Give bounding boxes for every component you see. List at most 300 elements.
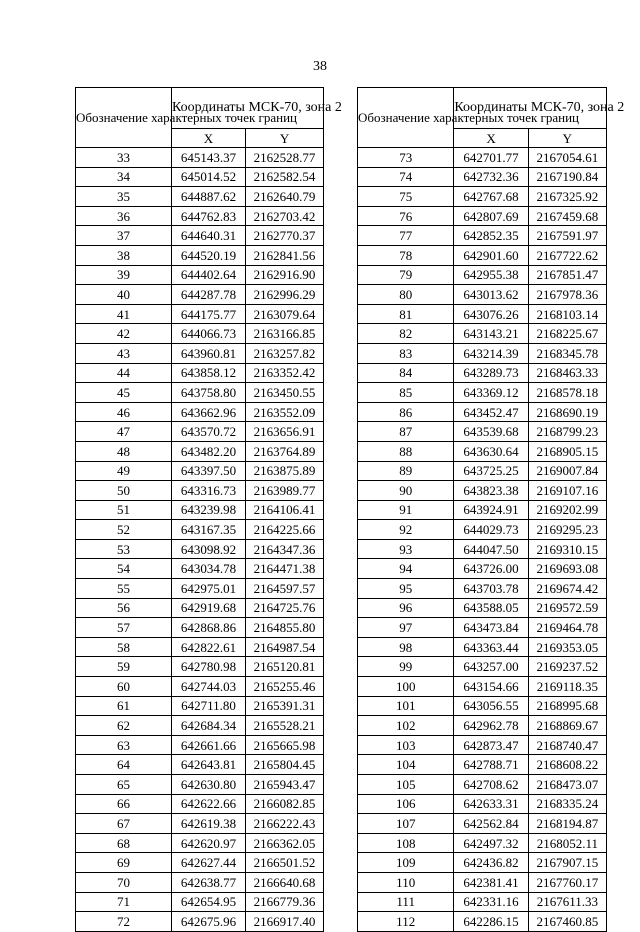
coord-x: 644175.77 bbox=[172, 304, 246, 324]
point-number: 108 bbox=[358, 833, 454, 853]
table-row bbox=[76, 912, 324, 932]
coord-y: 2168335.24 bbox=[528, 794, 606, 814]
coord-x: 644520.19 bbox=[172, 245, 246, 265]
coord-x: 643758.80 bbox=[172, 383, 246, 403]
point-number: 52 bbox=[76, 520, 172, 540]
coord-y: 2167054.61 bbox=[528, 148, 606, 168]
table-row bbox=[358, 481, 607, 501]
coord-x: 644887.62 bbox=[172, 187, 246, 207]
table-row bbox=[358, 677, 607, 697]
coord-x: 643924.91 bbox=[454, 500, 528, 520]
point-number: 51 bbox=[76, 500, 172, 520]
coord-y: 2168905.15 bbox=[528, 441, 606, 461]
coord-y: 2164855.80 bbox=[246, 618, 324, 638]
coord-y: 2167460.85 bbox=[528, 912, 606, 932]
coord-x: 642562.84 bbox=[454, 814, 528, 834]
coord-x: 642286.15 bbox=[454, 912, 528, 932]
coord-y: 2168103.14 bbox=[528, 304, 606, 324]
coord-x: 642744.03 bbox=[172, 677, 246, 697]
coord-y: 2168052.11 bbox=[528, 833, 606, 853]
coord-y: 2163764.89 bbox=[246, 441, 324, 461]
table-row bbox=[358, 559, 607, 579]
coord-y: 2165391.31 bbox=[246, 696, 324, 716]
table-row bbox=[358, 598, 607, 618]
header-point-label: Обозначение характерных точек границ bbox=[358, 88, 454, 148]
table-row bbox=[76, 598, 324, 618]
point-number: 83 bbox=[358, 343, 454, 363]
coord-y: 2167978.36 bbox=[528, 285, 606, 305]
coord-x: 643858.12 bbox=[172, 363, 246, 383]
coord-x: 642807.69 bbox=[454, 206, 528, 226]
table-body-right bbox=[358, 148, 607, 932]
point-number: 42 bbox=[76, 324, 172, 344]
coord-x: 643570.72 bbox=[172, 422, 246, 442]
table-row bbox=[358, 167, 607, 187]
coord-y: 2165255.46 bbox=[246, 677, 324, 697]
point-number: 65 bbox=[76, 775, 172, 795]
coord-x: 643257.00 bbox=[454, 657, 528, 677]
coord-x: 644066.73 bbox=[172, 324, 246, 344]
coord-y: 2163656.91 bbox=[246, 422, 324, 442]
header-point-label: Обозначение характерных точек границ bbox=[76, 88, 172, 148]
coord-y: 2163552.09 bbox=[246, 402, 324, 422]
table-row bbox=[358, 657, 607, 677]
coord-y: 2163166.85 bbox=[246, 324, 324, 344]
point-number: 45 bbox=[76, 383, 172, 403]
point-number: 50 bbox=[76, 481, 172, 501]
coord-x: 645014.52 bbox=[172, 167, 246, 187]
coord-x: 642962.78 bbox=[454, 716, 528, 736]
coord-y: 2164225.66 bbox=[246, 520, 324, 540]
table-row bbox=[76, 539, 324, 559]
coord-y: 2167722.62 bbox=[528, 245, 606, 265]
coord-y: 2167760.17 bbox=[528, 872, 606, 892]
point-number: 41 bbox=[76, 304, 172, 324]
coord-x: 642633.31 bbox=[454, 794, 528, 814]
coord-x: 642381.41 bbox=[454, 872, 528, 892]
coord-x: 645143.37 bbox=[172, 148, 246, 168]
coord-x: 642627.44 bbox=[172, 853, 246, 873]
table-row bbox=[358, 755, 607, 775]
point-number: 91 bbox=[358, 500, 454, 520]
coord-x: 643316.73 bbox=[172, 481, 246, 501]
table-row bbox=[358, 265, 607, 285]
coord-y: 2167325.92 bbox=[528, 187, 606, 207]
table-body-left bbox=[76, 148, 324, 932]
table-row bbox=[76, 794, 324, 814]
point-number: 106 bbox=[358, 794, 454, 814]
table-row bbox=[358, 402, 607, 422]
point-number: 72 bbox=[76, 912, 172, 932]
point-number: 35 bbox=[76, 187, 172, 207]
table-row bbox=[76, 245, 324, 265]
point-number: 104 bbox=[358, 755, 454, 775]
coord-y: 2169674.42 bbox=[528, 579, 606, 599]
table-row bbox=[76, 696, 324, 716]
table-row bbox=[358, 618, 607, 638]
coord-x: 644029.73 bbox=[454, 520, 528, 540]
point-number: 62 bbox=[76, 716, 172, 736]
coord-y: 2168869.67 bbox=[528, 716, 606, 736]
table-row bbox=[76, 559, 324, 579]
point-number: 93 bbox=[358, 539, 454, 559]
coord-y: 2168799.23 bbox=[528, 422, 606, 442]
table-row bbox=[76, 716, 324, 736]
table-row bbox=[76, 579, 324, 599]
coord-x: 642711.80 bbox=[172, 696, 246, 716]
coord-x: 642767.68 bbox=[454, 187, 528, 207]
table-row bbox=[76, 853, 324, 873]
coord-x: 642643.81 bbox=[172, 755, 246, 775]
point-number: 44 bbox=[76, 363, 172, 383]
point-number: 84 bbox=[358, 363, 454, 383]
coord-x: 642619.38 bbox=[172, 814, 246, 834]
point-number: 86 bbox=[358, 402, 454, 422]
table-row bbox=[76, 167, 324, 187]
coord-y: 2168473.07 bbox=[528, 775, 606, 795]
point-number: 75 bbox=[358, 187, 454, 207]
point-number: 67 bbox=[76, 814, 172, 834]
coord-x: 642638.77 bbox=[172, 872, 246, 892]
point-number: 47 bbox=[76, 422, 172, 442]
point-number: 95 bbox=[358, 579, 454, 599]
table-row bbox=[76, 618, 324, 638]
coord-y: 2162916.90 bbox=[246, 265, 324, 285]
point-number: 105 bbox=[358, 775, 454, 795]
coord-y: 2169007.84 bbox=[528, 461, 606, 481]
coord-y: 2162841.56 bbox=[246, 245, 324, 265]
point-number: 60 bbox=[76, 677, 172, 697]
coord-y: 2164106.41 bbox=[246, 500, 324, 520]
point-number: 71 bbox=[76, 892, 172, 912]
point-number: 58 bbox=[76, 637, 172, 657]
coord-y: 2169464.78 bbox=[528, 618, 606, 638]
coord-x: 643726.00 bbox=[454, 559, 528, 579]
table-row bbox=[76, 637, 324, 657]
coord-x: 642630.80 bbox=[172, 775, 246, 795]
coord-x: 642436.82 bbox=[454, 853, 528, 873]
point-number: 79 bbox=[358, 265, 454, 285]
table-row bbox=[358, 794, 607, 814]
table-row bbox=[76, 500, 324, 520]
coord-y: 2163450.55 bbox=[246, 383, 324, 403]
coord-y: 2166501.52 bbox=[246, 853, 324, 873]
coord-x: 643662.96 bbox=[172, 402, 246, 422]
coord-x: 642701.77 bbox=[454, 148, 528, 168]
table-row bbox=[358, 383, 607, 403]
point-number: 107 bbox=[358, 814, 454, 834]
coord-x: 643143.21 bbox=[454, 324, 528, 344]
point-number: 80 bbox=[358, 285, 454, 305]
coord-y: 2164471.38 bbox=[246, 559, 324, 579]
coord-x: 644402.64 bbox=[172, 265, 246, 285]
table-row bbox=[358, 461, 607, 481]
coord-x: 643960.81 bbox=[172, 343, 246, 363]
point-number: 73 bbox=[358, 148, 454, 168]
point-number: 36 bbox=[76, 206, 172, 226]
table-row bbox=[358, 363, 607, 383]
table-row bbox=[76, 892, 324, 912]
coord-y: 2164347.36 bbox=[246, 539, 324, 559]
coord-x: 642919.68 bbox=[172, 598, 246, 618]
coord-y: 2163875.89 bbox=[246, 461, 324, 481]
table-row bbox=[358, 696, 607, 716]
point-number: 98 bbox=[358, 637, 454, 657]
coord-y: 2167459.68 bbox=[528, 206, 606, 226]
table-row bbox=[358, 735, 607, 755]
point-number: 85 bbox=[358, 383, 454, 403]
coord-x: 643098.92 bbox=[172, 539, 246, 559]
point-number: 54 bbox=[76, 559, 172, 579]
table-row bbox=[76, 402, 324, 422]
point-number: 89 bbox=[358, 461, 454, 481]
coord-y: 2164987.54 bbox=[246, 637, 324, 657]
table-row bbox=[76, 872, 324, 892]
table-row bbox=[358, 324, 607, 344]
coord-y: 2169353.05 bbox=[528, 637, 606, 657]
point-number: 68 bbox=[76, 833, 172, 853]
point-number: 55 bbox=[76, 579, 172, 599]
coord-y: 2162582.54 bbox=[246, 167, 324, 187]
point-number: 112 bbox=[358, 912, 454, 932]
coord-y: 2166082.85 bbox=[246, 794, 324, 814]
point-number: 100 bbox=[358, 677, 454, 697]
point-number: 81 bbox=[358, 304, 454, 324]
coord-y: 2165120.81 bbox=[246, 657, 324, 677]
coord-y: 2169237.52 bbox=[528, 657, 606, 677]
point-number: 37 bbox=[76, 226, 172, 246]
coord-y: 2169693.08 bbox=[528, 559, 606, 579]
table-row bbox=[76, 187, 324, 207]
point-number: 111 bbox=[358, 892, 454, 912]
coord-x: 643167.35 bbox=[172, 520, 246, 540]
table-row bbox=[76, 677, 324, 697]
point-number: 59 bbox=[76, 657, 172, 677]
coord-x: 644047.50 bbox=[454, 539, 528, 559]
coord-x: 642852.35 bbox=[454, 226, 528, 246]
point-number: 39 bbox=[76, 265, 172, 285]
coordinates-table-left bbox=[75, 87, 342, 932]
table-row bbox=[76, 343, 324, 363]
table-row bbox=[358, 343, 607, 363]
table-row bbox=[76, 383, 324, 403]
table-row bbox=[358, 892, 607, 912]
header-coordinates: Координаты МСК-70, зона 2 bbox=[172, 88, 324, 129]
table-row bbox=[76, 833, 324, 853]
coord-x: 643056.55 bbox=[454, 696, 528, 716]
point-number: 78 bbox=[358, 245, 454, 265]
coord-y: 2166362.05 bbox=[246, 833, 324, 853]
point-number: 94 bbox=[358, 559, 454, 579]
coord-y: 2169118.35 bbox=[528, 677, 606, 697]
coord-x: 643823.38 bbox=[454, 481, 528, 501]
coord-y: 2163352.42 bbox=[246, 363, 324, 383]
table-row bbox=[76, 363, 324, 383]
table-row bbox=[358, 148, 607, 168]
coord-x: 643482.20 bbox=[172, 441, 246, 461]
coord-x: 643013.62 bbox=[454, 285, 528, 305]
coord-y: 2169572.59 bbox=[528, 598, 606, 618]
table-row bbox=[76, 735, 324, 755]
coord-y: 2169107.16 bbox=[528, 481, 606, 501]
coord-x: 642732.36 bbox=[454, 167, 528, 187]
table-row bbox=[358, 187, 607, 207]
table-row bbox=[358, 853, 607, 873]
table-row bbox=[358, 775, 607, 795]
table-row bbox=[358, 500, 607, 520]
coord-y: 2166779.36 bbox=[246, 892, 324, 912]
table-row bbox=[358, 520, 607, 540]
point-number: 97 bbox=[358, 618, 454, 638]
table-row bbox=[358, 637, 607, 657]
table-row bbox=[76, 304, 324, 324]
coord-x: 642708.62 bbox=[454, 775, 528, 795]
coord-x: 642901.60 bbox=[454, 245, 528, 265]
coord-y: 2163257.82 bbox=[246, 343, 324, 363]
point-number: 56 bbox=[76, 598, 172, 618]
table-row bbox=[76, 520, 324, 540]
point-number: 66 bbox=[76, 794, 172, 814]
point-number: 99 bbox=[358, 657, 454, 677]
point-number: 49 bbox=[76, 461, 172, 481]
coordinates-table-right bbox=[357, 87, 625, 932]
table-row bbox=[358, 833, 607, 853]
coord-x: 642331.16 bbox=[454, 892, 528, 912]
coord-x: 643452.47 bbox=[454, 402, 528, 422]
coord-x: 643289.73 bbox=[454, 363, 528, 383]
coord-x: 643369.12 bbox=[454, 383, 528, 403]
coord-x: 643363.44 bbox=[454, 637, 528, 657]
point-number: 101 bbox=[358, 696, 454, 716]
coord-x: 642684.34 bbox=[172, 716, 246, 736]
point-number: 90 bbox=[358, 481, 454, 501]
header-x: X bbox=[172, 129, 246, 148]
coord-x: 642497.32 bbox=[454, 833, 528, 853]
coord-x: 644640.31 bbox=[172, 226, 246, 246]
point-number: 109 bbox=[358, 853, 454, 873]
coord-x: 643588.05 bbox=[454, 598, 528, 618]
coord-x: 643154.66 bbox=[454, 677, 528, 697]
table-row bbox=[358, 872, 607, 892]
page-number: 38 bbox=[313, 59, 327, 74]
table-row bbox=[358, 226, 607, 246]
coord-y: 2167190.84 bbox=[528, 167, 606, 187]
table-row bbox=[358, 245, 607, 265]
coord-x: 643630.64 bbox=[454, 441, 528, 461]
coord-y: 2166222.43 bbox=[246, 814, 324, 834]
point-number: 64 bbox=[76, 755, 172, 775]
point-number: 74 bbox=[358, 167, 454, 187]
table-row bbox=[358, 814, 607, 834]
coord-x: 642975.01 bbox=[172, 579, 246, 599]
point-number: 82 bbox=[358, 324, 454, 344]
coord-y: 2163989.77 bbox=[246, 481, 324, 501]
coord-y: 2168608.22 bbox=[528, 755, 606, 775]
coord-x: 642788.71 bbox=[454, 755, 528, 775]
coord-y: 2168345.78 bbox=[528, 343, 606, 363]
coord-y: 2169310.15 bbox=[528, 539, 606, 559]
coord-x: 642868.86 bbox=[172, 618, 246, 638]
table-row bbox=[76, 324, 324, 344]
table-row bbox=[76, 461, 324, 481]
coord-y: 2166917.40 bbox=[246, 912, 324, 932]
table-row bbox=[358, 441, 607, 461]
header-coordinates: Координаты МСК-70, зона 2 bbox=[454, 88, 607, 129]
header-y: Y bbox=[246, 129, 324, 148]
coord-y: 2164725.76 bbox=[246, 598, 324, 618]
point-number: 92 bbox=[358, 520, 454, 540]
coord-x: 643539.68 bbox=[454, 422, 528, 442]
table-row bbox=[358, 206, 607, 226]
coord-y: 2168225.67 bbox=[528, 324, 606, 344]
coord-x: 643034.78 bbox=[172, 559, 246, 579]
coord-x: 643239.98 bbox=[172, 500, 246, 520]
coord-y: 2165943.47 bbox=[246, 775, 324, 795]
coord-y: 2165665.98 bbox=[246, 735, 324, 755]
coord-x: 644287.78 bbox=[172, 285, 246, 305]
table-row bbox=[76, 265, 324, 285]
table-row bbox=[358, 304, 607, 324]
point-number: 40 bbox=[76, 285, 172, 305]
coord-x: 643397.50 bbox=[172, 461, 246, 481]
coord-x: 642873.47 bbox=[454, 735, 528, 755]
coord-y: 2162770.37 bbox=[246, 226, 324, 246]
coord-y: 2166640.68 bbox=[246, 872, 324, 892]
table-row bbox=[76, 657, 324, 677]
point-number: 53 bbox=[76, 539, 172, 559]
coord-x: 642622.66 bbox=[172, 794, 246, 814]
point-number: 38 bbox=[76, 245, 172, 265]
coord-x: 643725.25 bbox=[454, 461, 528, 481]
header-x: X bbox=[454, 129, 528, 148]
table-row bbox=[76, 441, 324, 461]
coord-x: 643214.39 bbox=[454, 343, 528, 363]
coord-y: 2162640.79 bbox=[246, 187, 324, 207]
coord-x: 642620.97 bbox=[172, 833, 246, 853]
table-row bbox=[76, 148, 324, 168]
coord-y: 2169295.23 bbox=[528, 520, 606, 540]
point-number: 70 bbox=[76, 872, 172, 892]
table-row bbox=[76, 422, 324, 442]
header-y: Y bbox=[528, 129, 606, 148]
point-number: 69 bbox=[76, 853, 172, 873]
coord-x: 642780.98 bbox=[172, 657, 246, 677]
coord-y: 2162528.77 bbox=[246, 148, 324, 168]
point-number: 110 bbox=[358, 872, 454, 892]
table-row bbox=[76, 481, 324, 501]
table-row bbox=[76, 206, 324, 226]
point-number: 96 bbox=[358, 598, 454, 618]
coord-y: 2162703.42 bbox=[246, 206, 324, 226]
table-row bbox=[358, 539, 607, 559]
point-number: 76 bbox=[358, 206, 454, 226]
table-row bbox=[358, 579, 607, 599]
coord-x: 643473.84 bbox=[454, 618, 528, 638]
coord-y: 2167611.33 bbox=[528, 892, 606, 912]
coord-x: 642822.61 bbox=[172, 637, 246, 657]
coord-y: 2168463.33 bbox=[528, 363, 606, 383]
table-row bbox=[358, 716, 607, 736]
coord-x: 642654.95 bbox=[172, 892, 246, 912]
coord-y: 2168995.68 bbox=[528, 696, 606, 716]
point-number: 34 bbox=[76, 167, 172, 187]
coord-x: 642675.96 bbox=[172, 912, 246, 932]
table-row bbox=[76, 285, 324, 305]
coord-y: 2168690.19 bbox=[528, 402, 606, 422]
table-row bbox=[76, 755, 324, 775]
table-row bbox=[358, 422, 607, 442]
coord-x: 644762.83 bbox=[172, 206, 246, 226]
